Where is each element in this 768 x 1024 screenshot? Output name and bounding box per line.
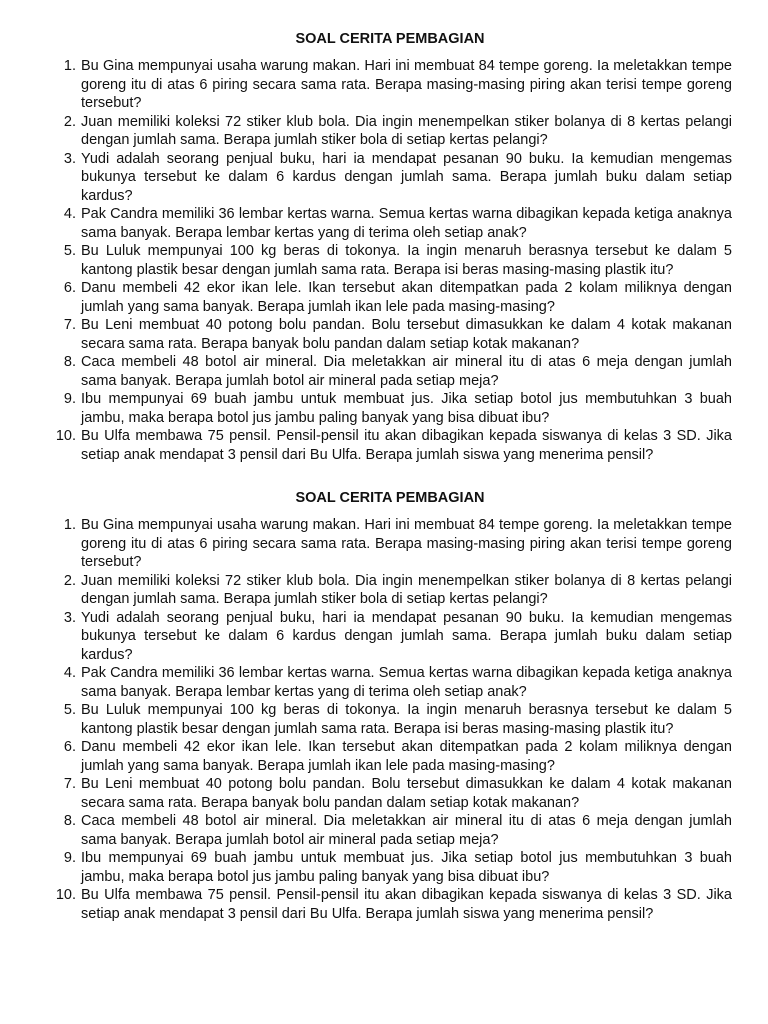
question-list xyxy=(48,516,732,923)
question-text: Bu Gina mempunyai usaha warung makan. Hari ini membuat 84 tempe goreng. Ia meletakkan tempe goreng itu di atas 6 piring secara sama rata. Berapa masing-masing piring akan terisi tempe goreng tersebut? xyxy=(81,58,732,111)
question-number: 3. xyxy=(63,609,76,626)
question-text: Bu Leni membuat 40 potong bolu pandan. Bolu tersebut dimasukkan ke dalam 4 kotak makanan secara sama rata. Berapa banyak bolu pandan dalam setiap kotak makanan? xyxy=(81,776,732,811)
question-number: 4. xyxy=(63,206,76,222)
question-number: 5. xyxy=(63,702,76,718)
question-item xyxy=(48,738,732,775)
question-text: Bu Leni membuat 40 potong bolu pandan. Bolu tersebut dimasukkan ke dalam 4 kotak makanan secara sama rata. Berapa banyak bolu pandan dalam setiap kotak makanan? xyxy=(81,317,732,352)
question-number: 2. xyxy=(63,113,76,130)
question-text: Yudi adalah seorang penjual buku, hari ia mendapat pesanan 90 buku. Ia kemudian mengemas bukunya tersebut ke dalam 6 kardus dengan jumlah sama. Berapa jumlah buku dalam setiap kardus? xyxy=(81,609,732,663)
question-text: Caca membeli 48 botol air mineral. Dia meletakkan air mineral itu di atas 6 meja dengan jumlah sama banyak. Berapa jumlah botol air mineral pada setiap meja? xyxy=(81,354,732,389)
question-item xyxy=(48,516,732,572)
question-number: 8. xyxy=(63,354,76,370)
question-item xyxy=(48,353,732,390)
question-item xyxy=(48,775,732,812)
question-number: 7. xyxy=(63,776,76,792)
question-item xyxy=(48,427,732,464)
question-text: Bu Gina mempunyai usaha warung makan. Hari ini membuat 84 tempe goreng. Ia meletakkan tempe goreng itu di atas 6 piring secara sama rata. Berapa masing-masing piring akan terisi tempe goreng tersebut? xyxy=(81,517,732,570)
question-text: Ibu mempunyai 69 buah jambu untuk membuat jus. Jika setiap botol jus membutuhkan 3 buah jambu, maka berapa botol jus jambu paling banyak yang bisa dibuat ibu? xyxy=(81,391,732,426)
question-number: 6. xyxy=(63,280,76,296)
question-item xyxy=(48,609,732,665)
question-item xyxy=(48,57,732,113)
question-text: Bu Ulfa membawa 75 pensil. Pensil-pensil itu akan dibagikan kepada siswanya di kelas 3 SD. Jika setiap anak mendapat 3 pensil dari Bu Ulfa. Berapa jumlah siswa yang menerima pensil? xyxy=(81,428,732,463)
question-item xyxy=(48,849,732,886)
question-item xyxy=(48,701,732,738)
question-item xyxy=(48,886,732,923)
question-number: 9. xyxy=(63,850,76,866)
question-number: 10. xyxy=(55,887,76,903)
question-number: 1. xyxy=(63,517,76,533)
question-text: Yudi adalah seorang penjual buku, hari ia mendapat pesanan 90 buku. Ia kemudian mengemas bukunya tersebut ke dalam 6 kardus dengan jumlah sama. Berapa jumlah buku dalam setiap kardus? xyxy=(81,150,732,204)
question-item xyxy=(48,113,732,150)
question-text: Caca membeli 48 botol air mineral. Dia meletakkan air mineral itu di atas 6 meja dengan jumlah sama banyak. Berapa jumlah botol air mineral pada setiap meja? xyxy=(81,813,732,848)
question-text: Danu membeli 42 ekor ikan lele. Ikan tersebut akan ditempatkan pada 2 kolam miliknya dengan jumlah yang sama banyak. Berapa jumlah ikan lele pada masing-masing? xyxy=(81,739,732,774)
question-item xyxy=(48,316,732,353)
question-item xyxy=(48,242,732,279)
question-text: Pak Candra memiliki 36 lembar kertas warna. Semua kertas warna dibagikan kepada ketiga anaknya sama banyak. Berapa lembar kertas yang di terima oleh setiap anak? xyxy=(81,206,732,241)
question-text: Juan memiliki koleksi 72 stiker klub bola. Dia ingin menempelkan stiker bolanya di 8 kertas pelangi dengan jumlah sama. Berapa jumlah stiker bola di setiap kertas pelangi? xyxy=(81,572,732,607)
question-number: 3. xyxy=(63,150,76,167)
question-text: Pak Candra memiliki 36 lembar kertas warna. Semua kertas warna dibagikan kepada ketiga anaknya sama banyak. Berapa lembar kertas yang di terima oleh setiap anak? xyxy=(81,665,732,700)
question-number: 7. xyxy=(63,317,76,333)
section-title: SOAL CERITA PEMBAGIAN xyxy=(295,31,485,47)
question-number: 8. xyxy=(63,813,76,829)
question-number: 6. xyxy=(63,739,76,755)
question-item xyxy=(48,812,732,849)
question-text: Bu Luluk mempunyai 100 kg beras di tokonya. Ia ingin menaruh berasnya tersebut ke dalam 5 kantong plastik besar dengan jumlah sama rata. Berapa isi beras masing-masing plastik itu? xyxy=(81,243,732,278)
question-item xyxy=(48,390,732,427)
question-item xyxy=(48,664,732,701)
question-text: Juan memiliki koleksi 72 stiker klub bola. Dia ingin menempelkan stiker bolanya di 8 kertas pelangi dengan jumlah sama. Berapa jumlah stiker bola di setiap kertas pelangi? xyxy=(81,113,732,148)
question-item xyxy=(48,150,732,206)
question-list xyxy=(48,57,732,464)
question-text: Ibu mempunyai 69 buah jambu untuk membuat jus. Jika setiap botol jus membutuhkan 3 buah jambu, maka berapa botol jus jambu paling banyak yang bisa dibuat ibu? xyxy=(81,850,732,885)
question-number: 4. xyxy=(63,665,76,681)
question-text: Danu membeli 42 ekor ikan lele. Ikan tersebut akan ditempatkan pada 2 kolam miliknya dengan jumlah yang sama banyak. Berapa jumlah ikan lele pada masing-masing? xyxy=(81,280,732,315)
question-number: 2. xyxy=(63,572,76,589)
question-text: Bu Luluk mempunyai 100 kg beras di tokonya. Ia ingin menaruh berasnya tersebut ke dalam 5 kantong plastik besar dengan jumlah sama rata. Berapa isi beras masing-masing plastik itu? xyxy=(81,702,732,737)
question-item xyxy=(48,572,732,609)
question-item xyxy=(48,205,732,242)
question-number: 5. xyxy=(63,243,76,259)
question-number: 9. xyxy=(63,391,76,407)
question-number: 1. xyxy=(63,58,76,74)
worksheet-section-2 xyxy=(48,489,732,923)
question-item xyxy=(48,279,732,316)
question-text: Bu Ulfa membawa 75 pensil. Pensil-pensil itu akan dibagikan kepada siswanya di kelas 3 SD. Jika setiap anak mendapat 3 pensil dari Bu Ulfa. Berapa jumlah siswa yang menerima pensil? xyxy=(81,887,732,922)
question-number: 10. xyxy=(55,428,76,444)
worksheet-section-1 xyxy=(48,30,732,464)
section-title: SOAL CERITA PEMBAGIAN xyxy=(295,490,485,506)
